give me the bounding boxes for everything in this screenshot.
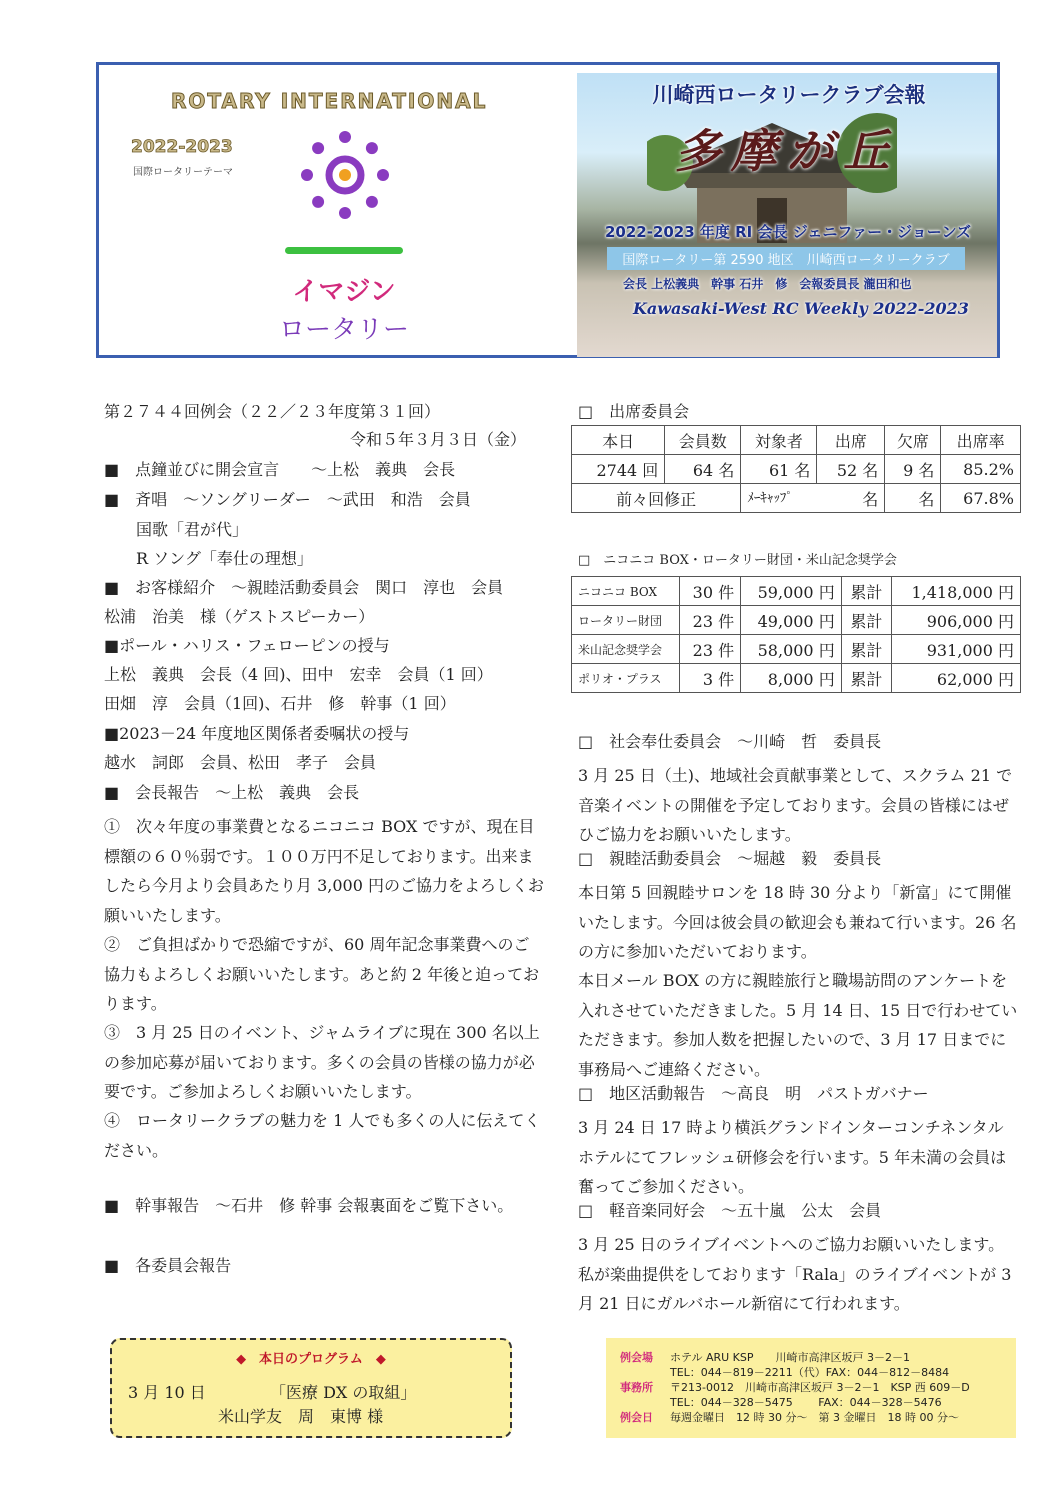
bulletin-name: 多摩が丘 — [675, 124, 899, 178]
weekly-english-title: Kawasaki-West RC Weekly 2022-2023 — [633, 299, 969, 318]
agenda-committees: ■ 各委員会報告 — [104, 1256, 232, 1275]
venue-info-box — [606, 1338, 1016, 1438]
president-item-1: ① 次々年度の事業費となるニコニコ BOX ですが、現在目標額の６０％弱です。１００万円不足しております。出来ましたら今月より会員あたり月 3,000 円のご協力をよろしくお願いいたします。 — [104, 817, 544, 925]
attendance-makeup — [741, 484, 885, 513]
fellowship-body-2: 本日メール BOX の方に親睦旅行と職場訪問のアンケートを入れさせていただきました。5 月 14 日、15 日で行わせていただきます。参加人数を把握したいので、3 月 17 日までに事務局へご連絡ください。 — [578, 971, 1018, 1079]
meeting-day-label: 例会日 — [620, 1411, 653, 1424]
agenda-song: ■ 斉唱 ～ソングリーダー ～武田 和浩 会員 — [104, 490, 471, 509]
agenda-phf: ■ポール・ハリス・フェローピンの授与 — [104, 636, 390, 655]
masthead — [96, 62, 1000, 358]
green-divider — [285, 247, 403, 254]
program-box — [110, 1338, 512, 1438]
funds-amount: 8,000 円 — [741, 664, 842, 693]
attendance-cell: 2744 回 — [572, 455, 665, 484]
ri-year: 2022-2023 — [131, 137, 233, 157]
theme-rotary: ロータリー — [278, 315, 409, 345]
attendance-table — [571, 425, 1021, 513]
meeting-number: 第２７４４回例会（２２／２３年度第３１回） — [104, 402, 441, 421]
office-line-2: TEL：044－328－5475 FAX：044－328－5476 — [670, 1396, 942, 1409]
cover-photo — [577, 73, 997, 357]
attendance-cell: 9 名 — [885, 455, 941, 484]
agenda-secretary: ■ 幹事報告 ～石井 修 幹事 会報裏面をご覧下さい。 — [104, 1196, 514, 1215]
phf-recipients-2: 田畑 淳 会員（1回)、石井 修 幹事（1 回） — [104, 694, 456, 713]
program-title: ◆ 本日のプログラム ◆ — [236, 1352, 386, 1367]
music-club-heading: □ 軽音楽同好会 ～五十嵐 公太 会員 — [578, 1201, 882, 1220]
funds-total: 931,000 円 — [891, 635, 1020, 664]
funds-total-label: 累計 — [841, 606, 891, 635]
agenda-guest: ■ お客様紹介 ～親睦活動委員会 関口 淳也 会員 — [104, 578, 504, 597]
funds-total-label: 累計 — [841, 664, 891, 693]
attendance-header: 出席率 — [941, 426, 1021, 455]
club-officers: 会長 上松義典 幹事 石井 修 会報委員長 瀧田和也 — [623, 277, 912, 291]
program-speaker: 米山学友 周 東博 様 — [218, 1407, 384, 1426]
funds-label: 米山記念奨学会 — [572, 635, 680, 664]
makeup-label: ﾒｰｷｬｯﾌﾟ — [747, 490, 793, 506]
agenda-opening: ■ 点鐘並びに開会宣言 ～上松 義典 会長 — [104, 460, 456, 479]
funds-amount: 58,000 円 — [741, 635, 842, 664]
attendance-cell: 64 名 — [665, 455, 741, 484]
funds-amount: 59,000 円 — [741, 577, 842, 606]
funds-total: 906,000 円 — [891, 606, 1020, 635]
venue-line-1: ホテル ARU KSP 川崎市高津区坂戸 3－2－1 — [670, 1351, 910, 1364]
meeting-date: 令和５年３月３日（金） — [350, 430, 527, 449]
attendance-header: 会員数 — [665, 426, 741, 455]
funds-count: 23 件 — [680, 635, 741, 664]
president-item-4: ④ ロータリークラブの魅力を 1 人でも多くの人に伝えてください。 — [104, 1111, 541, 1160]
imagine-rotary-emblem-icon — [299, 129, 391, 221]
attendance-cell: 52 名 — [817, 455, 885, 484]
attendance-header: 出席 — [817, 426, 885, 455]
fellowship-body: 本日第 5 回親睦サロンを 18 時 30 分より「新富」にて開催いたします。今回は彼会員の歓迎会も兼ねて行います。26 名の方に参加いただいております。 — [578, 883, 1017, 961]
guest-name: 松浦 治美 様（ゲストスピーカー） — [104, 607, 375, 626]
district-report-heading: □ 地区活動報告 ～高良 明 パストガバナー — [578, 1084, 929, 1103]
attendance-header: 欠席 — [885, 426, 941, 455]
attendance-header: 本日 — [572, 426, 665, 455]
president-item-3: ③ 3 月 25 日のイベント、ジャムライブに現在 300 名以上の参加応募が届いております。多くの会員の皆様の協力が必要です。ご参加よろしくお願いいたします。 — [104, 1023, 540, 1101]
fellowship-heading: □ 親睦活動委員会 ～堀越 毅 委員長 — [578, 849, 882, 868]
funds-total-label: 累計 — [841, 577, 891, 606]
makeup-unit: 名 — [862, 489, 879, 509]
attendance-correction-label: 前々回修正 — [572, 484, 741, 513]
attendance-heading: □ 出席委員会 — [578, 402, 690, 421]
music-club-body: 3 月 25 日のライブイベントへのご協力お願いいたします。私が楽曲提供をしております「Rala」のライブイベントが 3 月 21 日にガルバホール新宿にて行われます。 — [578, 1235, 1012, 1313]
attendance-header: 対象者 — [741, 426, 817, 455]
meeting-day-line: 毎週金曜日 12 時 30 分～ 第 3 金曜日 18 時 00 分～ — [670, 1411, 959, 1424]
office-line-1: 〒213-0012 川崎市高津区坂戸 3－2－1 KSP 西 609－D — [670, 1381, 970, 1394]
attendance-cell: 61 名 — [741, 455, 817, 484]
program-date: 3 月 10 日 — [128, 1383, 206, 1402]
attendance-cell: 85.2% — [941, 455, 1021, 484]
district-recipients: 越水 詞郎 会員、松田 孝子 会員 — [104, 753, 377, 772]
funds-total: 62,000 円 — [891, 664, 1020, 693]
funds-label: ポリオ・プラス — [572, 664, 680, 693]
office-label: 事務所 — [620, 1381, 653, 1394]
district-report-body: 3 月 24 日 17 時より横浜グランドインターコンチネンタルホテルにてフレッシュ研修会を行います。5 年未満の会員は奮ってご参加ください。 — [578, 1118, 1007, 1196]
program-topic: 「医療 DX の取組」 — [270, 1383, 417, 1402]
community-service-heading: □ 社会奉仕委員会 ～川崎 哲 委員長 — [578, 732, 882, 751]
phf-recipients-1: 上松 義典 会長（4 回)、田中 宏幸 会員（1 回） — [104, 665, 493, 684]
attendance-cell: 67.8% — [941, 484, 1021, 513]
funds-amount: 49,000 円 — [741, 606, 842, 635]
funds-label: ニコニコ BOX — [572, 577, 680, 606]
anthem: 国歌「君が代」 — [136, 520, 249, 539]
bulletin-title: 川崎西ロータリークラブ会報 — [652, 83, 926, 107]
funds-total-label: 累計 — [841, 635, 891, 664]
theme-imagine: イマジン — [292, 277, 396, 307]
ri-president: 2022-2023 年度 RI 会長 ジェニファー・ジョーンズ — [604, 223, 972, 241]
community-service-body: 3 月 25 日（土)、地域社会貢献事業として、スクラム 21 で音楽イベントの開催を予定しております。会員の皆様にはぜひご協力をお願いいたします。 — [578, 766, 1013, 844]
ri-theme-caption: 国際ロータリーテーマ — [133, 167, 233, 178]
ri-title: ROTARY INTERNATIONAL — [171, 89, 488, 113]
funds-label: ロータリー財団 — [572, 606, 680, 635]
venue-label: 例会場 — [620, 1351, 653, 1364]
funds-heading: □ ニコニコ BOX・ロータリー財団・米山記念奨学会 — [578, 553, 897, 568]
funds-total: 1,418,000 円 — [891, 577, 1020, 606]
funds-count: 3 件 — [680, 664, 741, 693]
attendance-cell: 名 — [885, 484, 941, 513]
agenda-president-report: ■ 会長報告 ～上松 義典 会長 — [104, 783, 360, 802]
agenda-district: ■2023－24 年度地区関係者委嘱状の授与 — [104, 724, 410, 743]
president-item-2: ② ご負担ばかりで恐縮ですが、60 周年記念事業費へのご協力もよろしくお願いいたします。あと約 2 年後と迫っております。 — [104, 935, 540, 1013]
district-banner: 国際ロータリー第 2590 地区 川崎西ロータリークラブ — [607, 247, 965, 270]
rotary-song: R ソング「奉仕の理想」 — [136, 549, 313, 568]
funds-table — [571, 576, 1021, 693]
funds-count: 23 件 — [680, 606, 741, 635]
venue-line-2: TEL：044－819－2211（代）FAX：044－812－8484 — [670, 1366, 950, 1379]
funds-count: 30 件 — [680, 577, 741, 606]
